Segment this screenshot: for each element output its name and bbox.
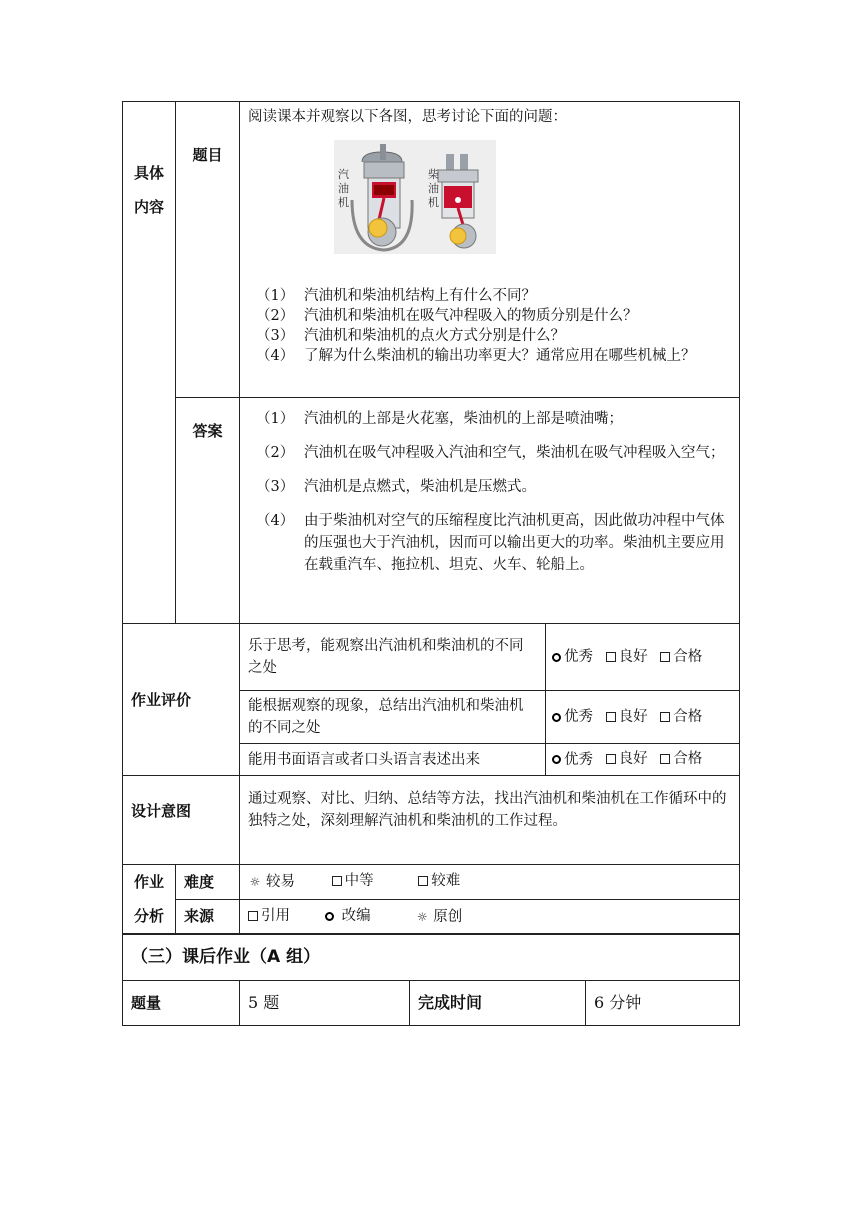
source-original[interactable]: ☼ 原创 [415, 906, 462, 928]
checkbox-empty-icon [606, 652, 616, 662]
source-adapted[interactable]: 改编 [325, 905, 371, 927]
answer-label: 答案 [176, 398, 240, 624]
checkbox-empty-icon [660, 754, 670, 764]
evaluation-criterion: 乐于思考，能观察出汽油机和柴油机的不同之处 [240, 624, 546, 691]
evaluation-options [546, 691, 740, 744]
question-list [248, 286, 731, 366]
analysis-label-line2: 分析 [133, 907, 164, 925]
option-excellent[interactable]: 优秀 [552, 646, 593, 668]
evaluation-label: 作业评价 [123, 624, 240, 776]
checkbox-empty-icon [606, 754, 616, 764]
checkbox-empty-icon [332, 876, 342, 886]
option-excellent[interactable]: 优秀 [552, 706, 593, 728]
option-pass[interactable]: 合格 [660, 706, 702, 728]
difficulty-label: 难度 [176, 865, 240, 900]
engine-diagram [334, 140, 496, 254]
figure-label-diesel: 柴 油 机 [428, 168, 439, 209]
difficulty-hard[interactable]: 较难 [418, 870, 460, 892]
question-intro: 阅读课本并观察以下各图，思考讨论下面的问题： [248, 109, 567, 125]
answer-cell [240, 398, 740, 624]
source-label: 来源 [176, 899, 240, 934]
evaluation-criterion: 能根据观察的现象，总结出汽油机和柴油机的不同之处 [240, 691, 546, 744]
checkbox-empty-icon [660, 652, 670, 662]
checkbox-empty-icon [248, 911, 258, 921]
content-group-label [123, 102, 176, 624]
option-pass[interactable]: 合格 [660, 748, 702, 770]
checkbox-empty-icon [418, 876, 428, 886]
option-good[interactable]: 良好 [606, 706, 648, 728]
list-item: （4） 由于柴油机对空气的压缩程度比汽油机更高，因此做功冲程中气体的压强也大于汽油机，因而可以输出更大的功率。柴油机主要应用在载重汽车、拖拉机、坦克、火车、轮船上。 [256, 513, 725, 573]
list-item: （2） 汽油机在吸气冲程吸入汽油和空气，柴油机在吸气冲程吸入空气； [256, 445, 725, 461]
homework-form [122, 101, 739, 1026]
engine-figure [334, 140, 496, 254]
content-table [122, 101, 740, 981]
checkbox-empty-icon [606, 712, 616, 722]
evaluation-options [546, 624, 740, 691]
design-label: 设计意图 [123, 776, 240, 865]
count-label: 题量 [123, 980, 240, 1025]
sun-icon: ☼ [249, 875, 261, 890]
difficulty-medium[interactable]: 中等 [332, 870, 374, 892]
evaluation-options [546, 744, 740, 776]
section-title: （三）课后作业（A 组） [123, 934, 740, 980]
content-group-label-line1: 具体 [133, 164, 164, 182]
radio-checked-icon [552, 755, 561, 764]
radio-checked-icon [552, 653, 561, 662]
list-item: （2） 汽油机和柴油机在吸气冲程吸入的物质分别是什么？ [256, 308, 638, 324]
list-item: （3） 汽油机是点燃式，柴油机是压燃式。 [256, 479, 536, 495]
source-options [240, 899, 740, 934]
list-item: （4） 了解为什么柴油机的输出功率更大？通常应用在哪些机械上？ [256, 348, 696, 364]
question-label: 题目 [176, 102, 240, 398]
checkbox-empty-icon [660, 712, 670, 722]
radio-checked-icon [325, 912, 334, 921]
design-text: 通过观察、对比、归纳、总结等方法，找出汽油机和柴油机在工作循环中的独特之处，深刻理解汽油机和柴油机的工作过程。 [240, 776, 740, 865]
time-value: 6 分钟 [586, 980, 740, 1025]
evaluation-criterion: 能用书面语言或者口头语言表述出来 [240, 744, 546, 776]
source-cited[interactable]: 引用 [248, 905, 290, 927]
question-cell [240, 102, 740, 398]
list-item: （3） 汽油机和柴油机的点火方式分别是什么？ [256, 328, 565, 344]
count-value: 5 题 [240, 980, 410, 1025]
list-item: （1） 汽油机的上部是火花塞，柴油机的上部是喷油嘴； [256, 411, 623, 427]
option-good[interactable]: 良好 [606, 646, 648, 668]
difficulty-easy[interactable]: ☼ 较易 [248, 871, 295, 893]
content-group-label-line2: 内容 [133, 198, 164, 216]
answer-list [248, 408, 731, 576]
difficulty-options [240, 865, 740, 900]
analysis-label-line1: 作业 [133, 873, 164, 891]
radio-checked-icon [552, 713, 561, 722]
option-good[interactable]: 良好 [606, 748, 648, 770]
summary-table [122, 980, 740, 1026]
option-pass[interactable]: 合格 [660, 646, 702, 668]
option-excellent[interactable]: 优秀 [552, 749, 593, 771]
list-item: （1） 汽油机和柴油机结构上有什么不同？ [256, 288, 536, 304]
time-label: 完成时间 [410, 980, 586, 1025]
figure-label-gasoline: 汽 油 机 [338, 168, 349, 209]
analysis-label [123, 865, 176, 935]
sun-icon: ☼ [416, 909, 428, 924]
